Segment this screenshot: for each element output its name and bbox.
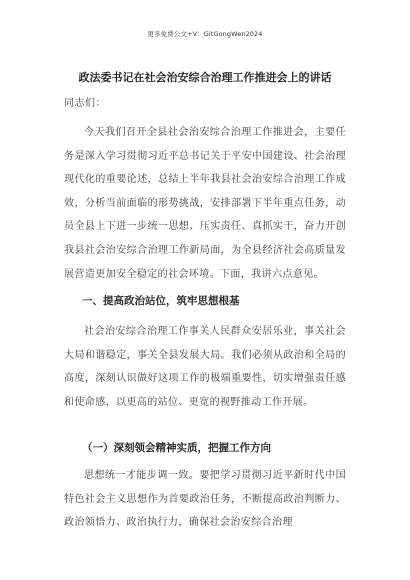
salutation: 同志们： [64, 98, 106, 109]
paragraph-subsection-1-1: 思想统一才能步调一致。要把学习贯彻习近平新时代中国特色社会主义思想作为首要政治任务，不断提高政治判断力、政治领悟力、政治执行力，确保社会治安综合治理 [64, 470, 346, 529]
paragraph-intro: 今天我们召开全县社会治安综合治理工作推进会，主要任务是深入学习贯彻习近平总书记关于平安中国建设、社会治理现代化的重要论述，总结上半年我县社会治安综合治理工作成效，分析当前面临的形势挑战，安排部署下半年重点任务，动员全县上下进一步统一思想、压实责任、真抓实干，奋力开创我县社会治安综合治理工作新局面，为全县经济社会高质量发展营造更加安全稳定的社会环境。下面，我讲六点意见。 [64, 127, 346, 280]
header-note: 更多免费公文+V：GitGongWen2024 [147, 30, 263, 38]
section-heading-1: 一、提高政治站位，筑牢思想根基 [82, 295, 240, 307]
document-title: 政法委书记在社会治安综合治理工作推进会上的讲话 [78, 71, 332, 84]
paragraph-section-1: 社会治安综合治理工作事关人民群众安居乐业，事关社会大局和谐稳定，事关全县发展大局。我们必须从政治和全局的高度，深刻认识做好这项工作的极端重要性，切实增强责任感和使命感，以更高的站位、更宽的视野推动工作开展。 [64, 326, 346, 408]
subsection-heading-1-1: （一）深刻领会精神实质，把握工作方向 [82, 442, 271, 454]
